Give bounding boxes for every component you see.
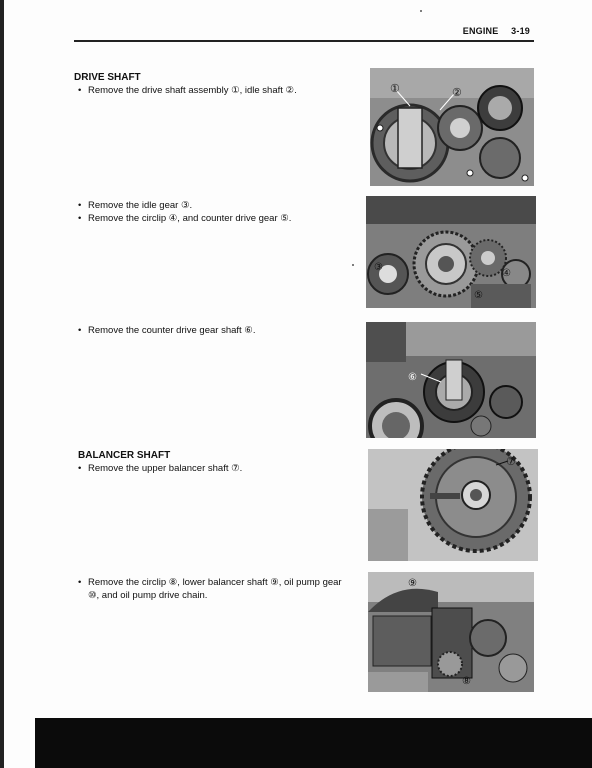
step-counter-drive-gear-shaft: • Remove the counter drive gear shaft ⑥. xyxy=(78,325,256,336)
photo-lower-balancer-shaft xyxy=(368,572,534,692)
drive-shaft-heading: DRIVE SHAFT xyxy=(74,72,141,83)
step-lower-balancer-shaft: • Remove the circlip ⑧, lower balancer shaft ⑨, oil pump gear xyxy=(78,577,342,588)
callout-1: ① xyxy=(390,83,400,95)
step-upper-balancer-shaft: • Remove the upper balancer shaft ⑦. xyxy=(78,463,243,474)
callout-9: ⑨ xyxy=(408,578,417,589)
scan-speck xyxy=(352,264,354,266)
header-page-number: 3-19 xyxy=(511,26,530,36)
step-text: Remove the idle gear ③. xyxy=(88,200,193,211)
step-text: Remove the upper balancer shaft ⑦. xyxy=(88,463,243,474)
callout-3: ③ xyxy=(374,262,383,273)
photo-idle-gear xyxy=(366,196,536,308)
header-section: ENGINE xyxy=(462,26,499,36)
step-oil-pump-chain xyxy=(88,589,207,602)
callout-7: ⑦ xyxy=(506,456,516,468)
photo-drive-shaft xyxy=(370,68,534,186)
step-text: Remove the circlip ⑧, lower balancer shaft ⑨, oil pump gear xyxy=(88,577,342,588)
step-drive-shaft-assembly: • Remove the drive shaft assembly ①, idle shaft ②. xyxy=(78,85,297,96)
scan-edge-left xyxy=(0,0,4,768)
step-text: Remove the circlip ④, and counter drive gear ⑤. xyxy=(88,213,292,224)
step-text: Remove the drive shaft assembly ①, idle shaft ②. xyxy=(88,85,297,96)
balancer-shaft-heading: BALANCER SHAFT xyxy=(78,450,171,461)
step-circlip-counter-drive-gear: • Remove the circlip ④, and counter drive gear ⑤. xyxy=(78,213,292,224)
photo-counter-drive-gear-shaft xyxy=(366,322,536,438)
step-idle-gear: • Remove the idle gear ③. xyxy=(78,200,193,211)
callout-4: ④ xyxy=(502,268,511,279)
callout-6: ⑥ xyxy=(408,372,417,383)
photo-upper-balancer-shaft xyxy=(368,449,538,561)
callout-2: ② xyxy=(452,87,462,99)
callout-5: ⑤ xyxy=(474,290,483,301)
step-text: Remove the counter drive gear shaft ⑥. xyxy=(88,325,256,336)
page-header xyxy=(74,26,534,42)
scan-speck xyxy=(420,10,422,12)
callout-8: ⑧ xyxy=(462,676,471,687)
scan-bottom-band xyxy=(35,718,592,768)
header-text xyxy=(453,26,530,36)
step-text: ⑩, and oil pump drive chain. xyxy=(88,590,208,601)
